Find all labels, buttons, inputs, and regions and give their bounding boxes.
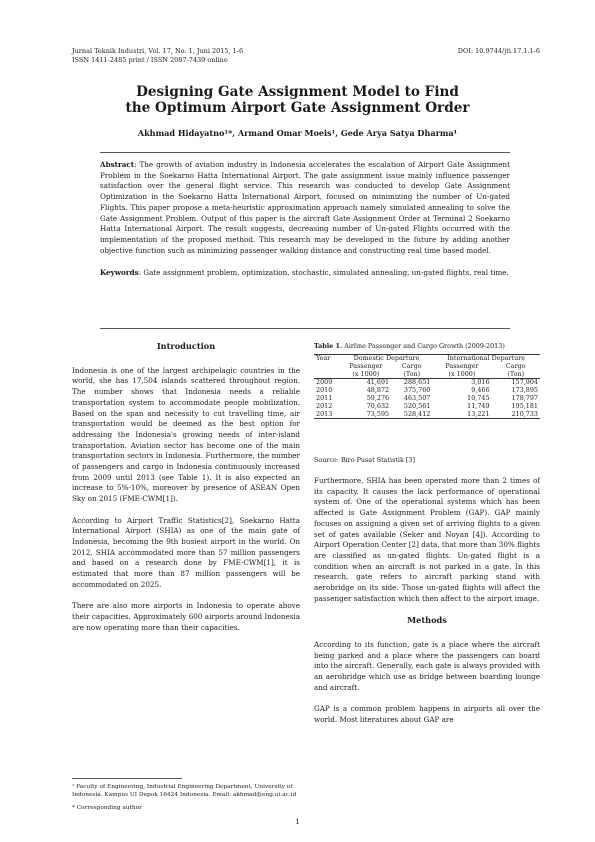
table-cell: 13,221: [467, 409, 490, 418]
footnotes: [72, 784, 300, 819]
table-caption-label: Table 1.: [314, 342, 343, 350]
table-cell: 2009: [316, 378, 333, 387]
page-number: 1: [295, 817, 300, 826]
col-header-international-cargo: Cargo: [505, 361, 526, 370]
abstract: [100, 160, 510, 256]
keywords-label: Keywords: [100, 268, 139, 277]
affiliation-footnote: ¹ Faculty of Engineering, Industrial Engineering Department, University of Indonesia. Kampus UI Depok 16424 Indonesia. Email: akhmad@eng.ui.ac.id: [72, 784, 297, 798]
table-row: [314, 411, 540, 419]
table-cell: 2011: [316, 393, 333, 402]
table-cell: 288,651: [403, 378, 431, 387]
table-cell: 173,895: [511, 386, 538, 395]
table-cell: 11,749: [467, 401, 490, 410]
corresponding-author-note: * Corresponding author: [72, 805, 142, 812]
table-cell: 2012: [316, 401, 333, 410]
paper-title: [60, 84, 535, 116]
running-header-left: [72, 47, 243, 64]
intro-paragraph-3: There are also more airports in Indonesia to operate above their capacities. Approximately 600 airports around Indonesia are now operating more than their capacities.: [72, 601, 300, 632]
methods-paragraph-2: GAP is a common problem happens in airports all over the world. Most literatures about GAP are: [314, 704, 540, 724]
passenger-cargo-table: [314, 354, 540, 419]
table-source: Source: Biro Pusat Statistik [3]: [314, 456, 415, 464]
table-cell: 210,733: [511, 409, 538, 418]
left-column: [72, 341, 300, 644]
unit-international-cargo: (Ton): [507, 369, 525, 378]
right-paragraph-1: Furthermore, SHIA has been operated more than 2 times of its capacity. It causes the lack performance of operational system of. One of the operational systems which has been affected is Gate Assignment Problem (GAP). GAP mainly focuses on assigning a given set of arriving flights to a given set of gates available (Seker and Noyan [4]). According to Airport Operation Center [2] data, that more than 30% flights are classified as un-gated flights. Un-gated flight is a condition when an aircraft is not parked in a gate. In this research, gate refers to aircraft parking stand with aerobridge on its side. Those un-gated flights will affect the passenger satisfaction which then affect to the airport image.: [314, 476, 540, 603]
table-cell: 463,507: [403, 393, 431, 402]
introduction-heading: Introduction: [156, 341, 216, 351]
methods-paragraph-1: According to its function, gate is a place where the aircraft being parked and a place where the passengers can board into the aircraft. Generally, each gate is always provided with an aerobridge which use as bridge between boarding lounge and aircraft.: [314, 639, 540, 692]
table-cell: 195,181: [511, 401, 538, 410]
col-group-domestic: Domestic Departure: [353, 354, 420, 362]
title-line-1: Designing Gate Assignment Model to Find: [136, 84, 459, 100]
right-column: [314, 476, 540, 736]
table-cell: 2013: [316, 409, 333, 418]
table-cell: 59,276: [366, 393, 390, 402]
doi-line: DOI: 10.9744/jti.17.1.1-6: [457, 47, 540, 55]
journal-line: Jurnal Teknik Industri, Vol. 17, No. 1, Juni 2015, 1-6: [72, 47, 244, 55]
unit-domestic-cargo: (Ton): [403, 369, 421, 378]
table-caption: [314, 342, 505, 350]
title-line-2: the Optimum Airport Gate Assignment Order: [125, 100, 470, 116]
table-cell: 375,760: [403, 386, 431, 395]
col-group-international: International Departure: [447, 354, 526, 362]
keywords-text: : Gate assignment problem, optimization, stochastic, simulated annealing, un-gated flights, real time.: [138, 268, 509, 277]
table-cell: 73,595: [366, 409, 390, 418]
abstract-top-rule: [100, 152, 510, 153]
author-list: Akhmad Hidayatno¹*, Armand Omar Moeis¹, Gede Arya Satya Dharma¹: [137, 128, 458, 138]
col-header-domestic-cargo: Cargo: [401, 361, 422, 370]
table-cell: 528,412: [403, 409, 431, 418]
table-cell: 520,561: [403, 401, 431, 410]
unit-domestic-passenger: (x 1000): [352, 369, 380, 378]
keywords: [100, 268, 510, 279]
intro-paragraph-1: Indonesia is one of the largest archipelagic countries in the world, she has 17,504 islands scattered throughout region. The number shows that Indonesia needs a reliable transportation system to accommodate people mobilization. Based on the span and necessity to cut travelling time, air transportation would be deemed as the best option for addressing the Indonesia's growing needs of inter-island transportation. Aviation sector has become one of the main transportation sectors in Indonesia. Furthermore, the number of passengers and cargo in Indonesia continuously increased from 2009 until 2013 (see Table 1). It is also expected an increase to 5%-10%, moreover by presence of ASEAN Open Sky on 2015 (FME-CWM[1]).: [72, 365, 300, 504]
keywords-bottom-rule: [100, 328, 510, 329]
table-cell: 2010: [316, 386, 333, 395]
table-cell: 10,745: [467, 393, 490, 402]
table-cell: 3,016: [471, 378, 490, 387]
col-header-year: Year: [316, 354, 331, 362]
col-header-international-passenger: Passenger: [445, 361, 479, 370]
table-cell: 9,466: [471, 386, 490, 395]
table-cell: 70,632: [366, 401, 390, 410]
unit-international-passenger: (x 1000): [448, 369, 476, 378]
table-cell: 41,691: [366, 378, 390, 387]
intro-paragraph-2: According to Airport Traffic Statistics[2], Soekarno Hatta International Airport (SHIA) as one of the main gate of Indonesia, becoming the 9th busiest airport in the world. On 2012, SHIA accommodated more than 57 million passengers and based on a research done by FME-CWM[1], it is estimated that more than 87 million passengers will be accommodated on 2025.: [72, 515, 300, 589]
methods-heading: Methods: [407, 615, 447, 626]
footnote-rule: [72, 778, 182, 779]
abstract-label: Abstract: [100, 160, 135, 169]
col-header-domestic-passenger: Passenger: [349, 361, 383, 370]
issn-line: ISSN 1411-2485 print / ISSN 2087-7439 online: [72, 55, 228, 64]
table-1: [314, 354, 540, 419]
table-cell: 48,872: [366, 386, 390, 395]
table-caption-text: Airline Passenger and Cargo Growth (2009-2013): [344, 342, 505, 350]
table-cell: 178,797: [511, 393, 538, 402]
abstract-text: : The growth of aviation industry in Indonesia accelerates the escalation of Airport Gate Assignment Problem in the Soekarno Hatta International Airport. The gate assignment issue mainly influence passenger satisfaction over the general flight service. This research was conducted to develop Gate Assignment Optimization in the Soekarno Hatta International Airport, focused on minimizing the number of Un-gated Flights. This paper propose a meta-heuristic approximation approach namely simulated annealing to solve the Gate Assignment Problem. Output of this paper is the aircraft Gate Assignment Order at Terminal 2 Soekarno Hatta International Airport. The result suggests, decreasing number of Un-gated Flights occurred with the implementation of the proposed method. This research may be developed in the future by adding another objective function such as minimizing passenger walking distance and constructing real time based model.: [100, 160, 510, 255]
table-cell: 157,904: [511, 378, 538, 387]
